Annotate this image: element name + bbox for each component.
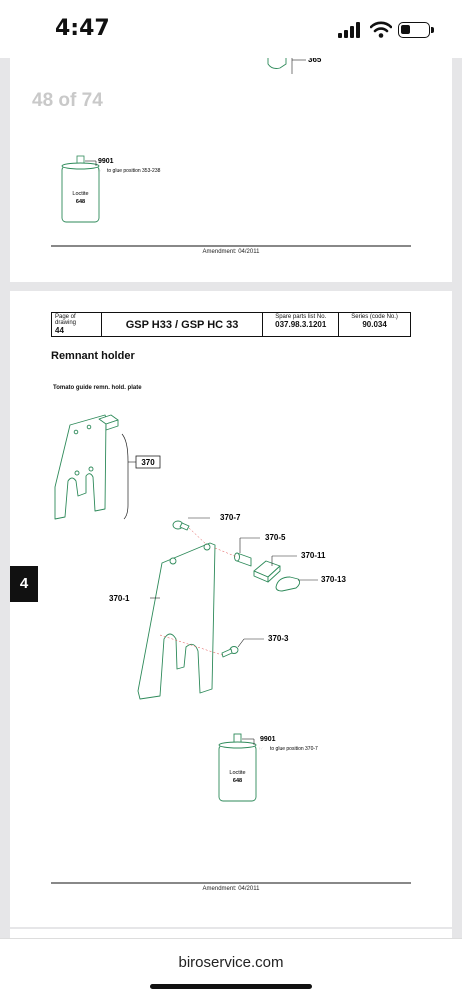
part-370-13-cap	[276, 577, 300, 591]
status-time: 4:47	[55, 16, 110, 41]
callout-365: 365	[308, 58, 322, 64]
section-tab[interactable]: 4	[10, 566, 38, 602]
loctite-tube-icon	[219, 734, 256, 801]
part-370-5-spacer	[235, 553, 252, 566]
tube-label-loctite: Loctite	[229, 770, 246, 776]
pdf-page-previous	[10, 58, 452, 282]
callout-370-3: 370-3	[268, 634, 289, 643]
glue-arrow-icon: ☞	[98, 168, 103, 173]
status-bar	[0, 0, 462, 58]
exploded-view-drawing	[10, 291, 452, 927]
part-370-3-screw	[222, 647, 238, 658]
callout-370-5: 370-5	[265, 533, 286, 542]
spare-parts-label: Spare parts list No.	[275, 314, 327, 320]
part-370-1-plate	[138, 543, 215, 699]
callout-370: 370	[141, 458, 155, 467]
browser-address-bar[interactable]	[0, 938, 462, 1000]
callout-370-11: 370-11	[301, 551, 326, 560]
callout-9901: 9901	[260, 736, 276, 743]
assembly-thumbnail	[55, 415, 118, 519]
home-indicator[interactable]	[150, 984, 312, 989]
tube-label-number: 648	[75, 199, 86, 205]
pdf-page-current	[10, 291, 452, 927]
wifi-icon	[370, 21, 392, 38]
loctite-tube-icon	[62, 156, 99, 222]
battery-icon	[398, 22, 430, 38]
callout-9901: 9901	[98, 158, 114, 165]
glue-note: to glue position 370-7	[270, 746, 318, 752]
spare-parts-value: 037.98.3.1201	[275, 320, 327, 329]
page-of-drawing-label: Page of drawing	[55, 314, 77, 326]
drawing-title: GSP H33 / GSP HC 33	[101, 313, 262, 337]
section-title: Remnant holder	[51, 350, 135, 362]
series-label: Series (code No.)	[351, 314, 398, 320]
part-370-11-knob	[254, 561, 280, 582]
part-fragment	[268, 58, 286, 69]
glue-arrow-icon: ☞	[259, 746, 264, 751]
tube-label-loctite: Loctite	[72, 191, 89, 197]
callout-370-13: 370-13	[321, 575, 346, 584]
series-value: 90.034	[362, 320, 387, 329]
amendment-note: Amendment: 04/2011	[202, 249, 260, 255]
part-370-7-screw	[173, 521, 189, 530]
callout-370-7: 370-7	[220, 513, 241, 522]
tube-label-number: 648	[232, 778, 243, 784]
callout-370-1: 370-1	[109, 594, 130, 603]
url-text[interactable]: biroservice.com	[178, 954, 284, 971]
amendment-note: Amendment: 04/2011	[202, 886, 260, 892]
page-counter: 48 of 74	[32, 90, 103, 111]
page-of-drawing-value: 44	[55, 326, 64, 335]
cellular-signal-icon	[338, 22, 360, 38]
glue-note: to glue position 353-238	[107, 168, 161, 174]
assembly-subtitle: Tomato guide remn. hold. plate	[53, 385, 142, 391]
